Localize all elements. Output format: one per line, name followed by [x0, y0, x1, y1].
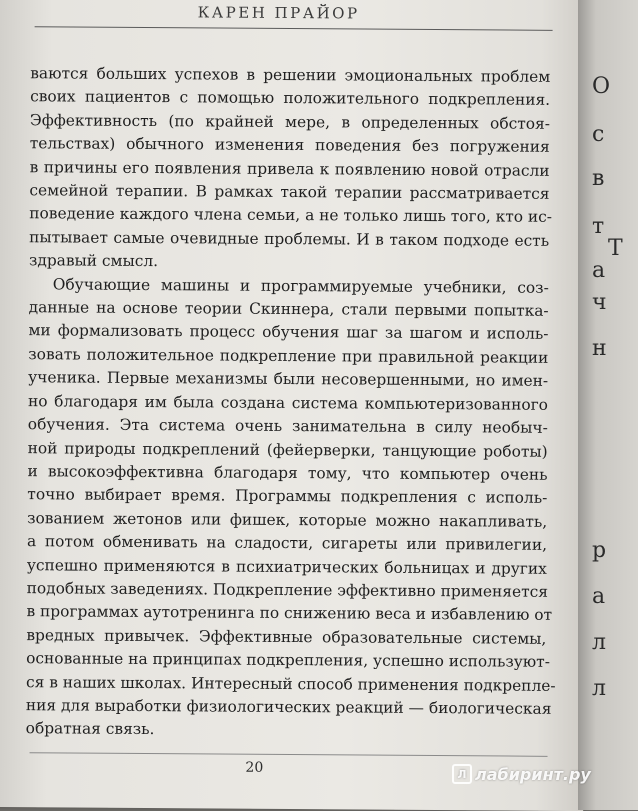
- text-line: в причины его появления привела к появлению новой отрасли: [29, 157, 550, 180]
- body-text: [25, 62, 556, 744]
- footer-rule: [30, 752, 548, 757]
- text-line: обратная связь.: [25, 719, 155, 739]
- text-line: в программах аутотренинга по снижению веса и избавлению от: [26, 602, 553, 625]
- text-line: здравый смысл.: [28, 251, 159, 271]
- paragraph-1: [28, 62, 553, 276]
- text-line: тельствах) обычного изменения поведения без погружения: [29, 134, 550, 157]
- adjacent-page-letter: н: [592, 336, 607, 361]
- text-line: точно выбирает время. Программы подкрепления с исполь-: [27, 485, 548, 508]
- adjacent-page-letter: л: [592, 676, 606, 701]
- text-line: Обучающие машины и программируемые учебники, соз-: [52, 275, 549, 297]
- text-line: и высокоэффективна благодаря тому, что компьютер очень: [27, 462, 548, 484]
- text-line: своих пациентов с помощью положительного подкрепления.: [30, 87, 551, 110]
- running-head: КАРЕН ПРАЙОР: [197, 3, 360, 23]
- labirint-logo-icon: Л: [452, 764, 472, 784]
- text-line: зованием жетонов или фишек, которые можно накапливать,: [27, 508, 548, 531]
- text-line: зовать положительное подкрепление при правильной реакции: [28, 345, 549, 367]
- text-line: ния для выработки физиологических реакций — биологическая: [25, 696, 552, 718]
- adjacent-page-edge: [578, 0, 638, 810]
- adjacent-page-letter: а: [592, 584, 606, 609]
- text-line: данные на основе теории Скиннера, стали первыми попытка-: [28, 298, 549, 320]
- header-rule: [35, 26, 553, 31]
- adjacent-page-letter: Т: [608, 236, 623, 261]
- text-line: успешно применяются в психиатрических больницах и других: [26, 555, 547, 578]
- text-line: подобных заведениях. Подкрепление эффективно применяется: [26, 579, 549, 601]
- adjacent-page-letter: т: [592, 214, 605, 239]
- text-line: ной природы подкреплений (фейерверки, танцующие роботы): [27, 438, 548, 461]
- page-number: 20: [245, 759, 264, 776]
- text-line: пытывает самые очевидные проблемы. И в таком подходе есть: [29, 228, 550, 250]
- adjacent-page-letter: а: [592, 258, 606, 283]
- text-line: основанные на принципах подкрепления, успешно используют-: [26, 649, 551, 671]
- watermark-text: лабиринт.ру: [475, 764, 591, 784]
- adjacent-page-letter: ч: [592, 290, 607, 315]
- text-line: поведение каждого члена семьи, а не только лишь того, кто ис-: [29, 204, 553, 227]
- adjacent-page-letter: О: [592, 74, 611, 99]
- adjacent-page-letter: с: [592, 122, 605, 147]
- text-line: ученика. Первые механизмы были несовершенными, но имен-: [28, 368, 549, 391]
- text-line: ся в наших школах. Интересный способ применения подкрепле-: [25, 672, 556, 695]
- text-line: обучения. Эта система очень занимательна в силу необыч-: [27, 415, 548, 437]
- text-line: а потом обменивать на сладости, сигареты или привилегии,: [26, 532, 548, 554]
- paragraph-2: [25, 273, 556, 745]
- text-line: Эффективность (по крайней мере, в определенных обстоя-: [29, 111, 551, 133]
- text-line: ваются больших успехов в решении эмоциональных проблем: [30, 64, 551, 86]
- adjacent-page-letter: в: [592, 166, 605, 191]
- adjacent-page-letter: р: [592, 538, 607, 563]
- labirint-watermark: [452, 764, 591, 784]
- text-line: семейной терапии. В рамках такой терапии рассматривается: [29, 181, 550, 203]
- text-line: вредных привычек. Эффективные образовательные системы,: [26, 625, 547, 648]
- adjacent-page-letter: л: [592, 630, 606, 655]
- text-line: ми формализовать процесс обучения шаг за шагом и исполь-: [28, 321, 549, 344]
- text-line: но благодаря им была создана система компьютеризованного: [27, 391, 549, 414]
